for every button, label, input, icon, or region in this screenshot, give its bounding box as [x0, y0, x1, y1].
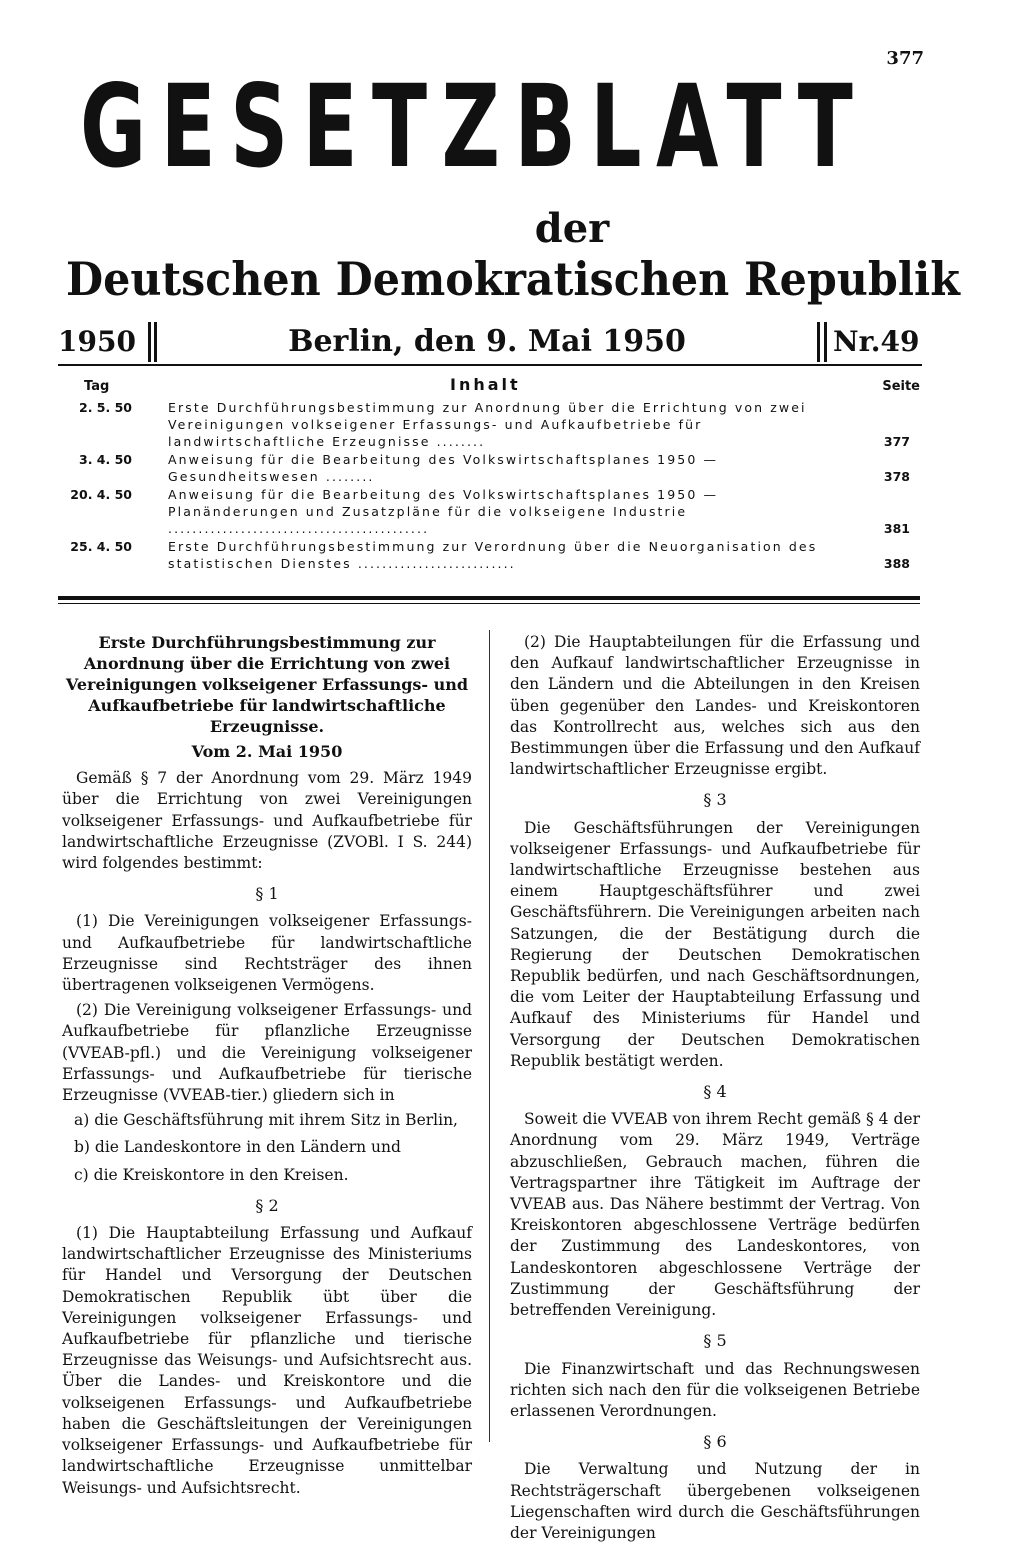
paragraph: Die Finanzwirtschaft und das Rechnungswesen richten sich nach den für die volkseigenen Betriebe erlassenen Verordnungen. — [510, 1359, 920, 1420]
section-label-5: § 5 — [703, 1331, 727, 1351]
dateline-rule — [58, 364, 922, 366]
toc-entry-page: 377 — [883, 434, 910, 449]
section-label-1: § 1 — [255, 884, 279, 904]
page-number: 377 — [886, 48, 924, 69]
toc-title: Inhalt — [450, 375, 521, 394]
article-date: Vom 2. Mai 1950 — [191, 742, 343, 761]
article-heading: Erste Durchführungsbestimmung zur Anordnung über die Errichtung von zwei Vereinigungen volkseigener Erfassungs- und Aufkaufbetriebe für landwirtschaftliche Erzeugnisse. — [65, 633, 469, 736]
toc-entry[interactable] — [70, 486, 910, 537]
masthead-der: der — [534, 205, 610, 252]
masthead-title: GESETZBLATT — [80, 60, 868, 194]
dateline-issue-number: Nr.49 — [824, 322, 922, 362]
toc-entry-page: 381 — [883, 521, 910, 536]
section-label-4: § 4 — [703, 1082, 727, 1102]
dateline — [58, 322, 922, 366]
list-item: b) die Landeskontore in den Ländern und — [74, 1138, 401, 1157]
toc-entry-page: 378 — [883, 469, 910, 484]
toc-entry[interactable] — [70, 399, 910, 450]
section-label-2: § 2 — [255, 1195, 279, 1215]
toc-entry-text: Erste Durchführungsbestimmung zur Verordnung über die Neuorganisation des statistischen Dienstes .......................... — [168, 539, 818, 571]
dateline-year: 1950 — [58, 322, 151, 362]
toc-entry-text: Anweisung für die Bearbeitung des Volkswirtschaftsplanes 1950 — Planänderungen und Zusatzpläne für die volkseigene Industrie ........................................... — [168, 487, 719, 536]
paragraph: (1) Die Vereinigungen volkseigener Erfassungs- und Aufkaufbetriebe für landwirtschaftliche Erzeugnisse sind Rechtsträger des ihnen übertragenen volkseigenen Vermögens. — [62, 912, 472, 995]
list-item: a) die Geschäftsführung mit ihrem Sitz in Berlin, — [74, 1111, 458, 1130]
toc-header — [70, 375, 920, 399]
paragraph: Die Verwaltung und Nutzung der in Rechtsträgerschaft übergebenen volkseigenen Liegenschaften wird durch die Geschäftsführungen der Vereinigungen — [510, 1460, 920, 1542]
toc-entry-day: 20. 4. 50 — [70, 487, 132, 502]
paragraph: (1) Die Hauptabteilung Erfassung und Aufkauf landwirtschaftlicher Erzeugnisse des Ministeriums für Handel und Versorgung der Deutschen Demokratischen Republik übt über die Vereinigungen volkseigener Erfassungs- und Aufkaufbetriebe für pflanzliche und tierische Erzeugnisse das Weisungs- und Aufsichtsrecht aus. Über die Landes- und Kreiskontore und die volkseigenen Erfassungs- und Aufkaufbetriebe haben die Geschäftsleitungen der Vereinigungen volkseigener Erfassungs- und Aufkaufbetriebe für landwirtschaftliche Erzeugnisse unmittelbar Weisungs- und Aufsichtsrecht. — [62, 1224, 472, 1497]
toc-entry-day: 2. 5. 50 — [79, 400, 132, 415]
dateline-place-date: Berlin, den 9. Mai 1950 — [154, 322, 820, 362]
paragraph: (2) Die Vereinigung volkseigener Erfassungs- und Aufkaufbetriebe für pflanzliche Erzeugnisse (VVEAB-pfl.) und die Vereinigung volkseigener Erfassungs- und Aufkaufbetriebe für tierische Erzeugnisse (VVEAB-tier.) gliedern sich in — [62, 1001, 472, 1105]
list-item: c) die Kreiskontore in den Kreisen. — [74, 1165, 349, 1184]
toc-entry-day: 25. 4. 50 — [70, 539, 132, 554]
paragraph: Die Geschäftsführungen der Vereinigungen volkseigener Erfassungs- und Aufkaufbetriebe für landwirtschaftliche Erzeugnisse bestehen aus einem Hauptgeschäftsführer und zwei Geschäftsführern. Die Vereinigungen arbeiten nach Satzungen, die der Bestätigung durch die Regierung der Deutschen Demokratischen Republik bedürfen, und nach Geschäftsordnungen, die vom Leiter der Hauptabteilung Erfassung und Aufkauf des Ministeriums für Handel und Versorgung der Deutschen Demokratischen Republik bestätigt werden. — [510, 818, 920, 1070]
right-column — [510, 632, 920, 1548]
section-rule-thin — [58, 603, 920, 604]
toc-entry-page: 388 — [883, 556, 910, 571]
toc-entry-day: 3. 4. 50 — [79, 452, 132, 467]
masthead-republik: Deutschen Demokratischen Republik — [66, 252, 960, 306]
section-rule-thick — [58, 596, 920, 600]
table-of-contents — [70, 375, 920, 573]
toc-page-header: Seite — [882, 379, 920, 394]
section-label-3: § 3 — [703, 790, 727, 810]
article-intro: Gemäß § 7 der Anordnung vom 29. März 1949 über die Errichtung von zwei Vereinigungen volkseigener Erfassungs- und Aufkaufbetriebe für landwirtschaftliche Erzeugnisse (ZVOBl. I S. 244) wird folgendes bestimmt: — [62, 769, 472, 873]
toc-entry-text: Anweisung für die Bearbeitung des Volkswirtschaftsplanes 1950 — Gesundheitswesen ........ — [168, 452, 719, 484]
paragraph: (2) Die Hauptabteilungen für die Erfassung und den Aufkauf landwirtschaftlicher Erzeugnisse in den Ländern und die Abteilungen in den Kreisen üben gegenüber den Landes- und Kreiskontoren das Kontrollrecht aus, welches sich aus den Bestimmungen über die Erfassung und den Aufkauf landwirtschaftlicher Erzeugnisse ergibt. — [510, 633, 920, 779]
left-column — [62, 632, 472, 1503]
toc-entry[interactable] — [70, 451, 910, 485]
toc-entry-text: Erste Durchführungsbestimmung zur Anordnung über die Errichtung von zwei Vereinigungen volkseigener Erfassungs- und Aufkaufbetriebe für landwirtschaftliche Erzeugnisse ........ — [168, 400, 807, 449]
paragraph: Soweit die VVEAB von ihrem Recht gemäß § 4 der Anordnung vom 29. März 1949, Verträge abzuschließen, Gebrauch machen, führen die Vertragspartner ihre Tätigkeit im Auftrage der VVEAB aus. Das Nähere bestimmt der Vertrag. Von Kreiskontoren abgeschlossene Verträge bedürfen der Zustimmung des Landeskontores, von Landeskontoren abgeschlossene Verträge der Zustimmung der Geschäftsführung der betreffenden Vereinigung. — [510, 1110, 920, 1320]
column-divider — [489, 630, 490, 1442]
toc-entry[interactable] — [70, 538, 910, 572]
section-label-6: § 6 — [703, 1432, 727, 1452]
toc-day-header: Tag — [84, 379, 110, 394]
